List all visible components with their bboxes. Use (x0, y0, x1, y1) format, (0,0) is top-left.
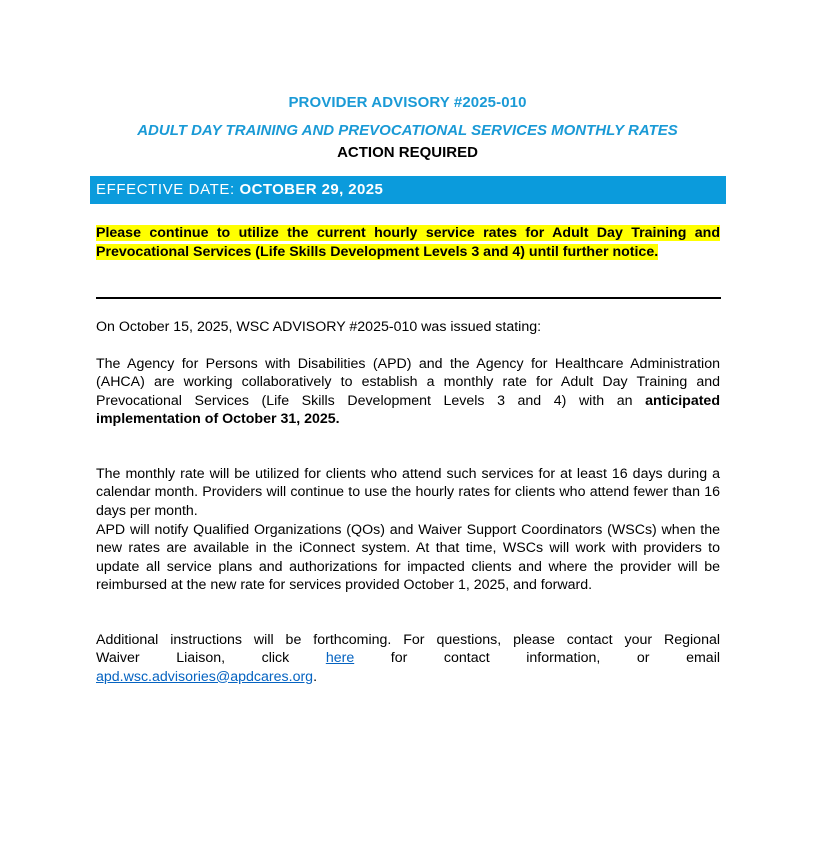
word-waiver: Waiver (96, 650, 140, 667)
paragraph-notification: APD will notify Qualified Organizations (QOs) and Waiver Support Coordinators (WSCs) when the new rates are available in the iConnect system. At that time, WSCs will work with providers to update all service plans and authorizations for impacted clients and where the provider will be reimbursed at the new rate for services provided October 1, 2025, and forward. (96, 522, 720, 593)
word-for: for (390, 650, 408, 667)
word-contact: contact (443, 650, 490, 667)
word-email: email (686, 650, 720, 667)
contact-line-1: Additional instructions will be forthcoming. For questions, please contact your Regional (96, 632, 720, 648)
contact-end-period: . (313, 668, 318, 685)
effective-date-label: EFFECTIVE DATE: (96, 181, 240, 198)
here-link[interactable]: here (325, 650, 355, 667)
effective-date-banner (90, 176, 726, 204)
advisory-subtitle: ADULT DAY TRAINING AND PREVOCATIONAL SERVICES MONTHLY RATES (137, 122, 678, 139)
highlighted-notice (96, 224, 720, 261)
paragraph-intro: On October 15, 2025, WSC ADVISORY #2025-010 was issued stating: (96, 319, 542, 335)
advisory-number-title: PROVIDER ADVISORY #2025-010 (288, 94, 527, 111)
paragraph-agency-text: The Agency for Persons with Disabilities (APD) and the Agency for Healthcare Administration (AHCA) are working collaboratively to establish a monthly rate for Adult Day Training and Prevocational Services (Life Skills Development Levels 3 and 4) with an (96, 356, 720, 409)
contact-line-2 (96, 649, 720, 667)
contact-line-3 (96, 668, 720, 686)
anticipated-implementation-bold: anticipated implementation of October 31, 2025. (96, 392, 720, 427)
paragraph-contact (96, 631, 720, 686)
email-link[interactable]: apd.wsc.advisories@apdcares.org (96, 668, 314, 685)
word-liaison: Liaison, (176, 650, 226, 667)
paragraph-monthly-rate: The monthly rate will be utilized for clients who attend such services for at least 16 days during a calendar month. Providers will continue to use the hourly rates for clients who attend fewer than 16 days per month. (96, 466, 720, 519)
paragraph-agency-collaboration (96, 355, 720, 428)
word-click: click (261, 650, 290, 667)
word-or: or (636, 650, 650, 667)
notice-text: Please continue to utilize the current hourly service rates for Adult Day Training and Prevocational Services (Life Skills Development Levels 3 and 4) until further notice. (96, 225, 720, 260)
effective-date-value: OCTOBER 29, 2025 (239, 181, 384, 198)
word-information: information, (526, 650, 601, 667)
action-required-label: ACTION REQUIRED (337, 144, 478, 161)
horizontal-divider (96, 297, 721, 299)
